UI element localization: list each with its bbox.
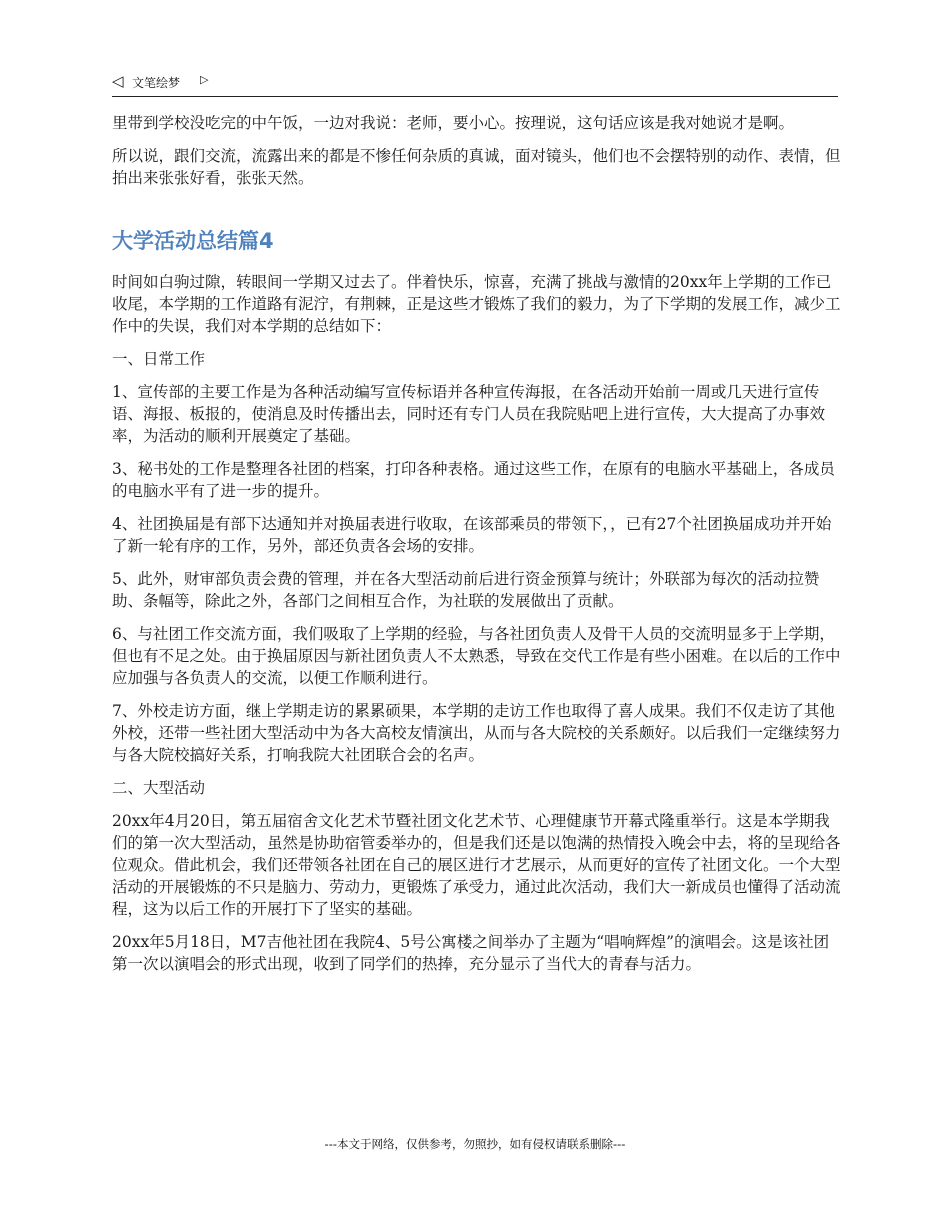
subheading-major-events: 二、大型活动 — [112, 779, 206, 797]
paragraph: 里带到学校没吃完的中午饭，一边对我说：老师，要小心。按理说，这句话应该是我对她说才是啊。 — [112, 114, 795, 132]
page-footer: ---本文于网络，仅供参考，勿照抄，如有侵权请联系删除--- — [324, 1137, 626, 1151]
paragraph: 7、外校走访方面，继上学期走访的累累硕果，本学期的走访工作也取得了喜人成果。我们不仅走访了其他外校，还带一些社团大型活动中为各大高校友情演出，从而与各大院校的关系颇好。以后我们一定继续努力与各大院校搞好关系，打响我院大社团联合会的名声。 — [112, 702, 841, 764]
paragraph: 4、社团换届是有部下达通知并对换届表进行收取，在该部乘员的带领下，，已有27个社团换届成功并开始了新一轮有序的工作，另外，部还负责各会场的安排。 — [112, 515, 832, 555]
paragraph: 时间如白驹过隙，转眼间一学期又过去了。伴着快乐，惊喜，充满了挑战与激情的20xx年上学期的工作已收尾，本学期的工作道路有泥泞，有荆棘，正是这些才锻炼了我们的毅力，为了下学期的发展工作，减少工作中的失误，我们对本学期的总结如下： — [112, 273, 841, 335]
paragraph: 5、此外，财审部负责会费的管理，并在各大型活动前后进行资金预算与统计；外联部为每次的活动拉赞助、条幅等，除此之外，各部门之间相互合作，为社联的发展做出了贡献。 — [112, 570, 820, 610]
section-title: 大学活动总结篇4 — [112, 229, 274, 253]
document-body — [112, 112, 844, 986]
triangle-right-icon: ▷ — [200, 73, 209, 86]
paragraph: 1、宣传部的主要工作是为各种活动编写宣传标语并各种宣传海报，在各活动开始前一周或几天进行宣传语、海报、板报的，使消息及时传播出去，同时还有专门人员在我院贴吧上进行宣传，大大提高了办事效率，为活动的顺利开展奠定了基础。 — [112, 383, 826, 445]
subheading-daily-work: 一、日常工作 — [112, 350, 206, 368]
page-header — [112, 72, 838, 97]
paragraph: 所以说，跟们交流，流露出来的都是不惨任何杂质的真诚，面对镜头，他们也不会摆特别的动作、表情，但拍出来张张好看，张张天然。 — [112, 147, 841, 187]
paragraph: 20xx年5月18日，M7吉他社团在我院4、5号公寓楼之间举办了主题为“唱响辉煌”的演唱会。这是该社团第一次以演唱会的形式出现，收到了同学们的热捧，充分显示了当代大的青春与活力。 — [112, 933, 830, 973]
paragraph: 3、秘书处的工作是整理各社团的档案，打印各种表格。通过这些工作，在原有的电脑水平基础上，各成员的电脑水平有了进一步的提升。 — [112, 460, 835, 500]
paragraph: 20xx年4月20日，第五届宿舍文化艺术节暨社团文化艺术节、心理健康节开幕式隆重举行。这是本学期我们的第一次大型活动，虽然是协助宿管委举办的，但是我们还是以饱满的热情投入晚会中去，将的呈现给各位观众。借此机会，我们还带领各社团在自己的展区进行才艺展示，从而更好的宣传了社团文化。一个大型活动的开展锻炼的不只是脑力、劳动力，更锻炼了承受力，通过此次活动，我们大一新成员也懂得了活动流程，这为以后工作的开展打下了坚实的基础。 — [112, 812, 841, 918]
header-brand: 文笔绘梦 — [132, 76, 181, 90]
paragraph: 6、与社团工作交流方面，我们吸取了上学期的经验，与各社团负责人及骨干人员的交流明显多于上学期，但也有不足之处。由于换届原因与新社团负责人不太熟悉，导致在交代工作是有些小困难。在以后的工作中应加强与各负责人的交流，以便工作顺利进行。 — [112, 625, 841, 687]
triangle-left-icon: ◁ — [112, 72, 124, 90]
